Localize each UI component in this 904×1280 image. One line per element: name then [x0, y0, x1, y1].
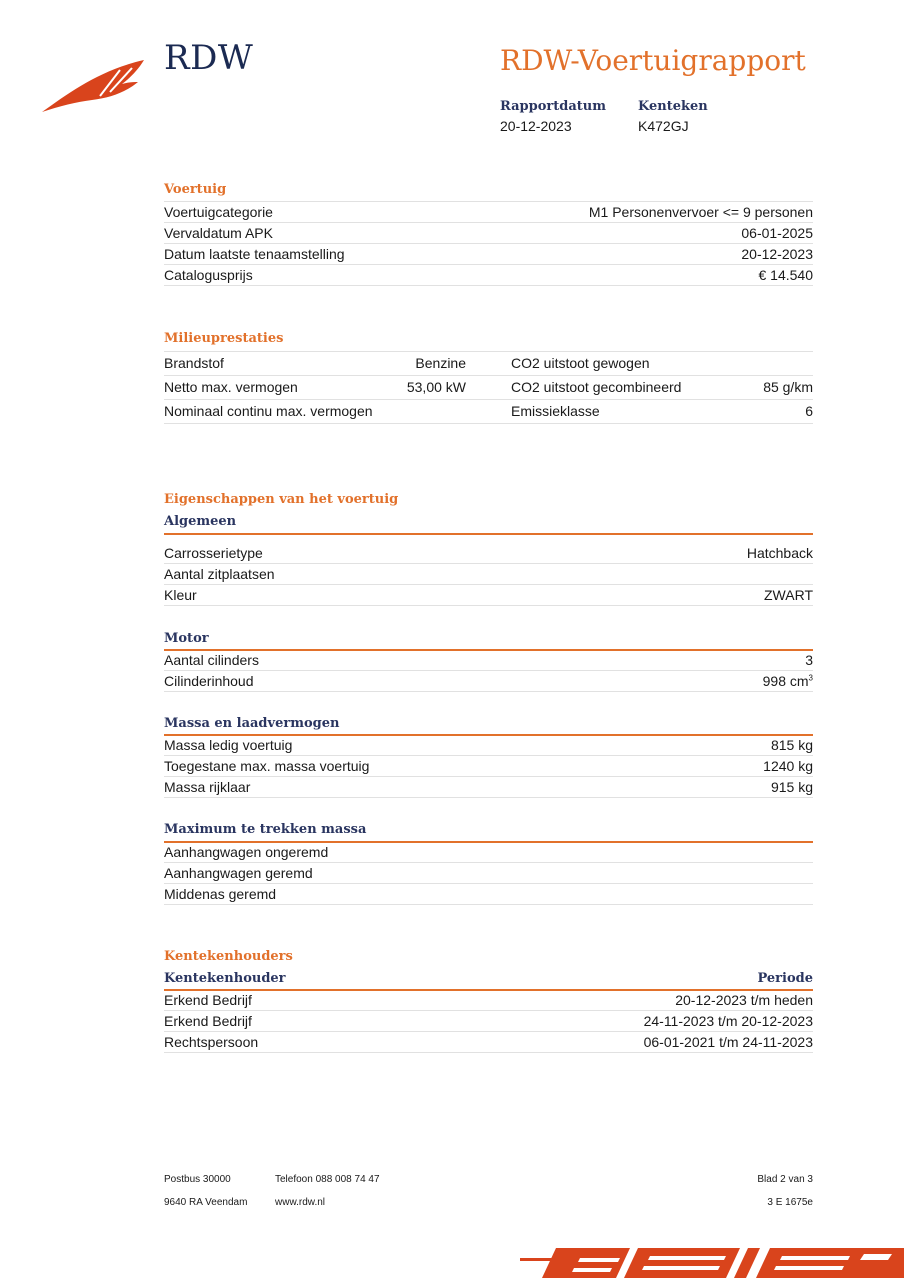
brand-name: RDW	[164, 38, 254, 78]
row-label: Catalogusprijs	[164, 267, 253, 283]
table-row	[164, 990, 813, 1011]
table-row	[164, 884, 813, 905]
row-value: ZWART	[764, 587, 813, 603]
footer-postbus: Postbus 30000	[164, 1174, 231, 1185]
row-value: 20-12-2023	[741, 246, 813, 262]
table-row	[164, 1032, 813, 1053]
row-label: Nominaal continu max. vermogen	[164, 403, 373, 419]
row-value: 815 kg	[770, 737, 813, 753]
page-title: RDW-Voertuigrapport	[500, 44, 806, 77]
subsection-title-massa: Massa en laadvermogen	[164, 716, 340, 731]
section-title-voertuig: Voertuig	[164, 182, 227, 197]
row-value: € 14.540	[758, 267, 813, 283]
rdw-logo-icon	[40, 56, 150, 116]
kenteken-label: Kenteken	[638, 99, 708, 114]
divider	[164, 533, 813, 535]
row-label: Erkend Bedrijf	[164, 1013, 252, 1029]
row-label: Aanhangwagen ongeremd	[164, 844, 329, 860]
table-row	[164, 735, 813, 756]
table-row	[164, 1011, 813, 1032]
table-row	[164, 400, 813, 424]
row-label: Aantal zitplaatsen	[164, 566, 275, 582]
footer-telefoon: Telefoon 088 008 74 47	[275, 1174, 380, 1185]
row-label: Emissieklasse	[511, 403, 600, 419]
table-row	[164, 352, 813, 376]
table-row	[164, 202, 813, 223]
row-value: 24-11-2023 t/m 20-12-2023	[643, 1013, 813, 1029]
table-row	[164, 756, 813, 777]
table-row	[164, 777, 813, 798]
kenteken-value: K472GJ	[638, 118, 689, 134]
row-label: Carrosserietype	[164, 545, 263, 561]
row-value: 6	[805, 403, 813, 419]
row-label: CO2 uitstoot gecombineerd	[511, 379, 682, 395]
unit-superscript: 3	[808, 673, 813, 683]
row-label: Massa rijklaar	[164, 779, 251, 795]
table-row	[164, 842, 813, 863]
section-title-milieu: Milieuprestaties	[164, 331, 284, 346]
row-label: CO2 uitstoot gewogen	[511, 355, 650, 371]
row-label: Erkend Bedrijf	[164, 992, 252, 1008]
row-label: Kleur	[164, 587, 197, 603]
table-row	[164, 564, 813, 585]
footer-website-link[interactable]: www.rdw.nl	[275, 1197, 326, 1208]
row-label: Cilinderinhoud	[164, 673, 254, 689]
row-label: Datum laatste tenaamstelling	[164, 246, 345, 262]
row-value: 85 g/km	[763, 379, 813, 395]
subsection-title-algemeen: Algemeen	[164, 514, 237, 529]
subsection-title-motor: Motor	[164, 631, 209, 646]
row-label: Rechtspersoon	[164, 1034, 259, 1050]
subsection-title-trekken: Maximum te trekken massa	[164, 822, 367, 837]
table-row	[164, 585, 813, 606]
row-label: Voertuigcategorie	[164, 204, 273, 220]
row-label: Toegestane max. massa voertuig	[164, 758, 370, 774]
section-title-houders: Kentekenhouders	[164, 949, 293, 964]
row-value: 998 cm	[762, 673, 809, 689]
table-row	[164, 244, 813, 265]
row-value: Hatchback	[746, 545, 813, 561]
column-header-houder: Kentekenhouder	[164, 971, 286, 986]
row-value: 53,00 kW	[406, 379, 466, 395]
column-header-periode: Periode	[757, 971, 813, 986]
row-label: Netto max. vermogen	[164, 379, 298, 395]
table-row	[164, 376, 813, 400]
row-value: 1240 kg	[763, 758, 813, 774]
row-label: Middenas geremd	[164, 886, 277, 902]
table-row	[164, 671, 813, 692]
decorative-stripes-icon	[520, 1244, 904, 1280]
table-row	[164, 543, 813, 564]
table-row	[164, 265, 813, 286]
row-value: M1 Personenvervoer <= 9 personen	[588, 204, 813, 220]
footer-adres: 9640 RA Veendam	[164, 1197, 248, 1208]
row-value-group	[763, 673, 813, 689]
footer-document-code: 3 E 1675e	[767, 1197, 813, 1208]
row-value: 20-12-2023 t/m heden	[675, 992, 813, 1008]
section-title-eigenschappen: Eigenschappen van het voertuig	[164, 492, 399, 507]
table-row	[164, 650, 813, 671]
row-label: Aanhangwagen geremd	[164, 865, 313, 881]
row-value: 06-01-2021 t/m 24-11-2023	[643, 1034, 813, 1050]
row-value: Benzine	[415, 355, 466, 371]
row-value: 3	[805, 652, 813, 668]
row-label: Aantal cilinders	[164, 652, 259, 668]
rapportdatum-value: 20-12-2023	[500, 118, 572, 134]
table-row	[164, 863, 813, 884]
table-row	[164, 223, 813, 244]
row-value: 915 kg	[770, 779, 813, 795]
footer-page-number: Blad 2 van 3	[757, 1174, 813, 1185]
row-label: Vervaldatum APK	[164, 225, 273, 241]
row-label: Massa ledig voertuig	[164, 737, 293, 753]
rapportdatum-label: Rapportdatum	[500, 99, 606, 114]
row-value: 06-01-2025	[741, 225, 813, 241]
row-label: Brandstof	[164, 355, 224, 371]
